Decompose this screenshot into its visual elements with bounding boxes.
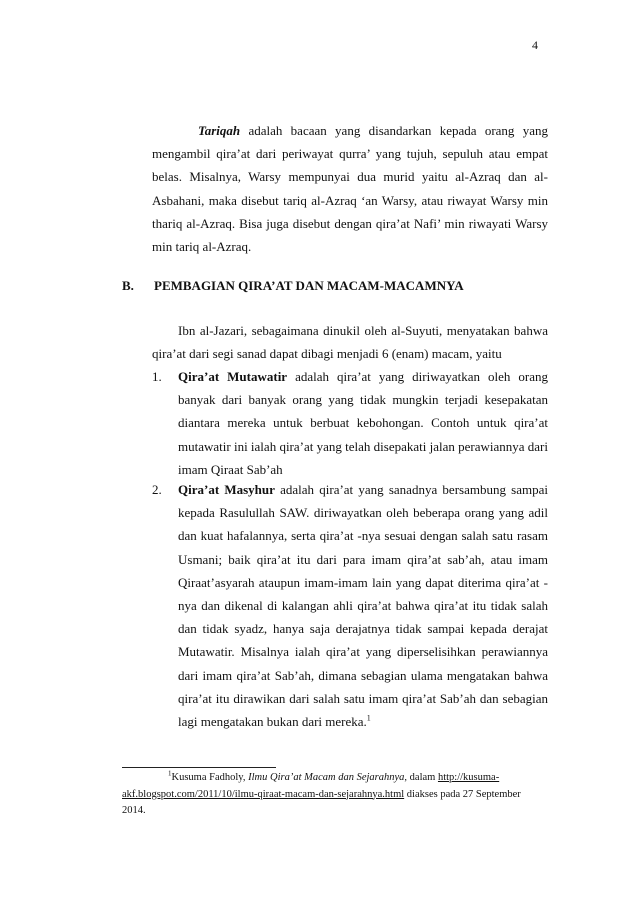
footnote (122, 770, 530, 820)
tariqah-paragraph-text: adalah bacaan yang disandarkan kepada orang yang mengambil qira’at dari periwayat qurra’ yang tujuh, sepuluh atau empat belas. Misalnya, Warsy mempunyai dua murid yaitu al-Azraq dan al-Asbahani, maka disebut tariq al-Azraq ‘an Warsy, atau riwayat Warsy min thariq al-Azraq. Bisa juga disebut dengan qira’at Nafi’ min riwayati Warsy min tariq al-Azraq. (152, 123, 548, 255)
footnote-number: 1 (168, 769, 172, 778)
tariqah-term: Tariqah (198, 123, 241, 138)
qiraat-types-list-continued (152, 478, 548, 733)
section-title: PEMBAGIAN QIRA’AT DAN MACAM-MACAMNYA (154, 278, 464, 293)
footnote-separator (122, 767, 276, 768)
footnote-middle: , dalam (404, 772, 438, 783)
qiraat-types-list (152, 365, 548, 481)
tariqah-paragraph (152, 119, 548, 258)
list-term: Qira’at Masyhur (178, 482, 275, 497)
footnote-author: Kusuma Fadholy, (171, 772, 249, 783)
list-item-masyhur (152, 478, 548, 733)
list-marker: 1. (152, 369, 162, 384)
section-heading (122, 274, 562, 297)
list-item-mutawatir (152, 365, 548, 481)
list-text: adalah qira’at yang sanadnya bersambung sampai kepada Rasulullah SAW. diriwayatkan oleh beberapa orang yang adil dan kuat hafalannya, serta qira’at -nya sesuai dengan salah satu rasam Usmani; baik qira’at itu dari para imam qira’at sab’ah, atau imam Qiraat’asyarah ataupun imam-imam lain yang dapat diterima qira’at -nya dan dikenal di kalangan ahli qira’at bahwa qira’at itu tidak salah dan tidak syadz, hanya saja derajatnya tidak sampai kepada derajat Mutawatir. Misalnya ialah qira’at yang diperselisihkan perawiannya dari imam qira’at Sab’ah, dimana sebagian ulama mengatakan bahwa qira’at itu dirawikan dari salah satu imam qira’at Sab’ah dan sebagian lagi mengatakan bukan dari mereka. (178, 482, 548, 730)
intro-paragraph: Ibn al-Jazari, sebagaimana dinukil oleh al-Suyuti, menyatakan bahwa qira’at dari segi sanad dapat dibagi menjadi 6 (enam) macam, yaitu (152, 323, 548, 362)
section-number: B. (122, 278, 134, 293)
list-term: Qira’at Mutawatir (178, 369, 288, 384)
list-marker: 2. (152, 482, 162, 497)
footnote-accessed: diakses pada 27 September 2014. (122, 788, 521, 816)
footnote-link[interactable]: http://kusuma-akf.blogspot.com/2011/10/ilmu-qiraat-macam-dan-sejarahnya.html (122, 772, 500, 800)
footnote-title: Ilmu Qira’at Macam dan Sejarahnya (248, 772, 405, 783)
page-number: 4 (532, 38, 538, 52)
footnote-reference[interactable]: 1 (366, 713, 371, 723)
list-text: adalah qira’at yang diriwayatkan oleh orang banyak dari banyak orang yang tidak mungkin terjadi kesepakatan diantara mereka untuk berbuat kebohongan. Contoh untuk qira’at mutawatir ini ialah qira’at yang telah disepakati jalan perawiannya dari imam Qiraat Sab’ah (178, 369, 548, 477)
